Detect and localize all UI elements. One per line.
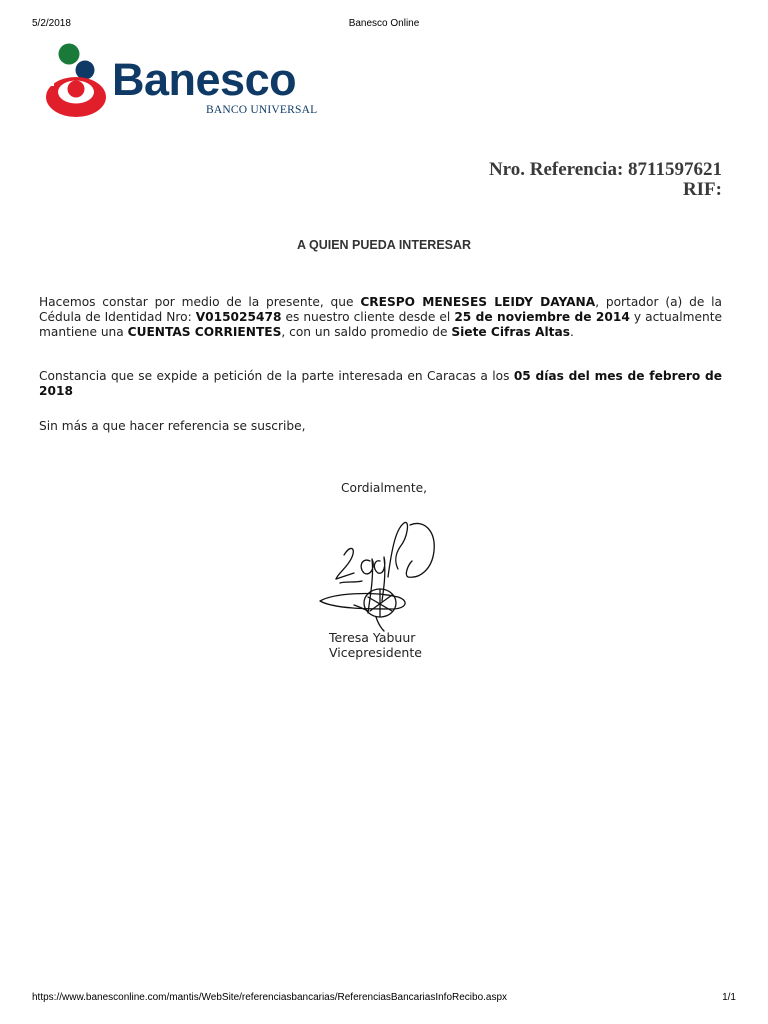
p1-text-2: , portador (a) de la Cédula de Identidad Nro: xyxy=(39,295,722,324)
average-balance: Siete Cifras Altas xyxy=(451,325,570,339)
print-date: 5/2/2018 xyxy=(32,18,71,29)
sign-off-paragraph: Sin más a que hacer referencia se suscribe, xyxy=(39,419,306,433)
rif-label: RIF: xyxy=(682,179,722,200)
banesco-logo-icon xyxy=(42,42,110,120)
closing-salutation: Cordialmente, xyxy=(341,481,427,495)
p1-text-1: Hacemos constar por medio de la presente, que xyxy=(39,295,361,309)
banesco-logo xyxy=(42,42,332,122)
print-header xyxy=(32,18,736,32)
handwritten-signature xyxy=(314,517,440,633)
p1-text-5: , con un saldo promedio de xyxy=(281,325,452,339)
print-page-title: Banesco Online xyxy=(348,18,420,29)
page-url: https://www.banesconline.com/mantis/WebSite/referenciasbancarias/ReferenciasBancariasInfoRecibo.aspx xyxy=(32,992,508,1003)
account-type: CUENTAS CORRIENTES xyxy=(127,325,282,339)
p1-text-4: y actualmente mantiene una xyxy=(39,310,722,339)
certification-paragraph xyxy=(39,295,722,340)
client-id-number: V015025478 xyxy=(195,310,282,324)
p1-text-6: . xyxy=(569,325,574,339)
reference-label: Nro. Referencia: xyxy=(488,159,624,180)
p1-text-3: es nuestro cliente desde el xyxy=(281,310,455,324)
p2-text-1: Constancia que se expide a petición de la parte interesada en Caracas a los xyxy=(39,369,514,383)
signer-name: Teresa Yabuur xyxy=(329,630,416,645)
letter-title: A QUIEN PUEDA INTERESAR xyxy=(296,238,472,252)
issue-date: 05 días del mes de febrero de 2018 xyxy=(39,369,722,398)
logo-subtitle: BANCO UNIVERSAL xyxy=(206,104,318,116)
client-since-date: 25 de noviembre de 2014 xyxy=(454,310,630,324)
logo-wordmark: Banesco xyxy=(112,54,297,105)
issuance-paragraph xyxy=(39,369,722,399)
signer-block xyxy=(329,630,422,660)
reference-number-line xyxy=(489,160,722,180)
signer-role: Vicepresidente xyxy=(329,645,422,660)
client-name: CRESPO MENESES LEIDY DAYANA xyxy=(360,295,596,309)
reference-number: 8711597621 xyxy=(628,159,722,180)
page-count: 1/1 xyxy=(722,992,736,1003)
reference-block xyxy=(489,160,722,200)
print-footer xyxy=(32,992,736,1006)
